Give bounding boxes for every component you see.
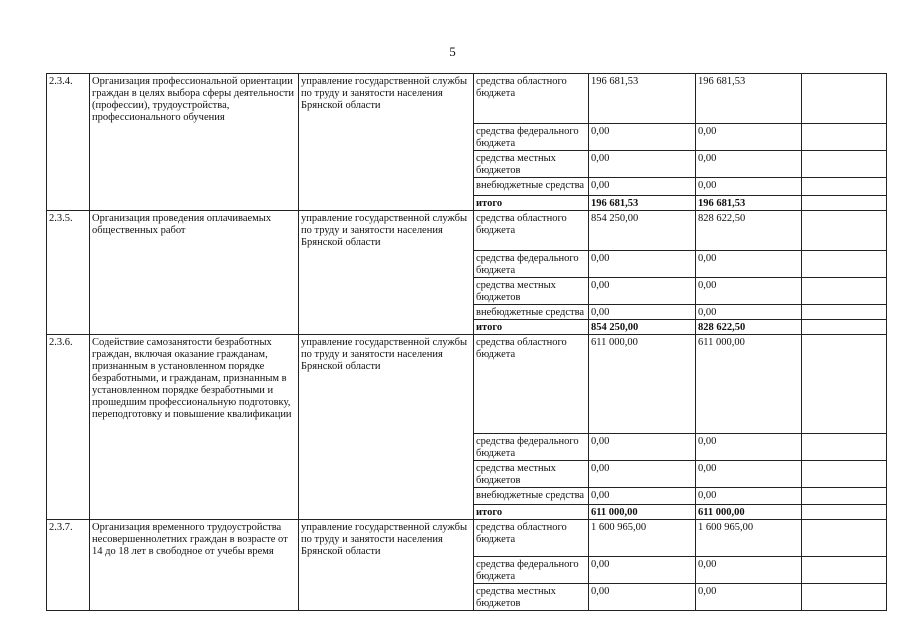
amount-text: 0,00: [698, 586, 717, 597]
funding-source: итого: [474, 505, 589, 520]
empty-cell: [802, 196, 887, 211]
executor-name: управление государственной службы по труду и занятости населения Брянской области: [299, 74, 474, 211]
funding-value-2: [696, 584, 802, 611]
funding-value-2: [696, 335, 802, 434]
amount-text: 0,00: [698, 463, 717, 474]
amount-text: 828 622,50: [698, 213, 746, 224]
funding-source: средства местных бюджетов: [474, 151, 589, 178]
funding-value-2: [696, 211, 802, 251]
measure-name: Организация профессиональной ориентации граждан в целях выбора сферы деятельности (профессии), трудоустройства, профессионального обучения: [90, 74, 299, 211]
amount-text: 611 000,00: [698, 507, 745, 518]
amount-text: 0,00: [591, 280, 610, 291]
amount-text: 0,00: [698, 490, 717, 501]
amount-text: 1 600 965,00: [591, 522, 647, 533]
empty-cell: [802, 124, 887, 151]
measure-name: Содействие самозанятости безработных граждан, включая оказание гражданам, признанным в установленном порядке безработными, и гражданам, признанным в установленном порядке безработными и прошедшим профессиональную подготовку, переподготовку и повышение квалификации: [90, 335, 299, 520]
funding-source: средства областного бюджета: [474, 335, 589, 434]
funding-source: средства федерального бюджета: [474, 434, 589, 461]
empty-cell: [802, 520, 887, 557]
empty-cell: [802, 251, 887, 278]
funding-value-1: [589, 178, 696, 196]
funding-value-1: [589, 151, 696, 178]
amount-text: 611 000,00: [698, 337, 745, 348]
amount-text: 0,00: [591, 559, 610, 570]
funding-value-1: [589, 278, 696, 305]
amount-text: 0,00: [698, 436, 717, 447]
funding-source: средства федерального бюджета: [474, 557, 589, 584]
funding-value-1: [589, 434, 696, 461]
funding-value-1: [589, 520, 696, 557]
funding-source: средства областного бюджета: [474, 74, 589, 124]
funding-source: средства федерального бюджета: [474, 251, 589, 278]
measure-name: Организация проведения оплачиваемых общественных работ: [90, 211, 299, 335]
empty-cell: [802, 584, 887, 611]
amount-text: 854 250,00: [591, 322, 639, 333]
funding-source: средства областного бюджета: [474, 520, 589, 557]
funding-value-1: [589, 74, 696, 124]
funding-value-2: [696, 557, 802, 584]
funding-value-2: [696, 520, 802, 557]
funding-value-2: [696, 461, 802, 488]
amount-text: 611 000,00: [591, 337, 638, 348]
empty-cell: [802, 178, 887, 196]
empty-cell: [802, 557, 887, 584]
amount-text: 0,00: [591, 126, 610, 137]
funding-value-2: [696, 251, 802, 278]
funding-source: внебюджетные средства: [474, 178, 589, 196]
funding-value-2: [696, 74, 802, 124]
measure-number: 2.3.7.: [47, 520, 90, 611]
funding-value-2: [696, 196, 802, 211]
amount-text: 196 681,53: [698, 198, 746, 209]
amount-text: 0,00: [591, 180, 610, 191]
amount-text: 1 600 965,00: [698, 522, 754, 533]
amount-text: 0,00: [591, 436, 610, 447]
table-row: [47, 520, 887, 557]
amount-text: 0,00: [698, 559, 717, 570]
funding-source: средства местных бюджетов: [474, 584, 589, 611]
amount-text: 0,00: [591, 463, 610, 474]
measure-number: 2.3.5.: [47, 211, 90, 335]
amount-text: 196 681,53: [591, 198, 639, 209]
amount-text: 0,00: [591, 307, 610, 318]
funding-value-2: [696, 178, 802, 196]
measure-number: 2.3.4.: [47, 74, 90, 211]
funding-value-1: [589, 557, 696, 584]
funding-value-1: [589, 488, 696, 505]
measure-name: Организация временного трудоустройства несовершеннолетних граждан в возрасте от 14 до 18 лет в свободное от учебы время: [90, 520, 299, 611]
funding-source: средства областного бюджета: [474, 211, 589, 251]
funding-source: средства местных бюджетов: [474, 278, 589, 305]
funding-value-1: [589, 196, 696, 211]
funding-value-2: [696, 124, 802, 151]
table-body: [47, 74, 887, 611]
empty-cell: [802, 434, 887, 461]
empty-cell: [802, 335, 887, 434]
amount-text: 611 000,00: [591, 507, 638, 518]
funding-source: средства местных бюджетов: [474, 461, 589, 488]
executor-name: управление государственной службы по труду и занятости населения Брянской области: [299, 335, 474, 520]
empty-cell: [802, 320, 887, 335]
funding-value-1: [589, 305, 696, 320]
amount-text: 828 622,50: [698, 322, 746, 333]
funding-value-1: [589, 211, 696, 251]
empty-cell: [802, 305, 887, 320]
table-row: [47, 74, 887, 124]
amount-text: 196 681,53: [591, 76, 639, 87]
table-row: [47, 211, 887, 251]
amount-text: 0,00: [591, 586, 610, 597]
amount-text: 0,00: [591, 153, 610, 164]
amount-text: 0,00: [698, 180, 717, 191]
funding-value-1: [589, 335, 696, 434]
table-row: [47, 335, 887, 434]
empty-cell: [802, 211, 887, 251]
executor-name: управление государственной службы по труду и занятости населения Брянской области: [299, 211, 474, 335]
funding-value-1: [589, 124, 696, 151]
funding-value-1: [589, 505, 696, 520]
funding-source: итого: [474, 320, 589, 335]
amount-text: 0,00: [591, 253, 610, 264]
funding-value-1: [589, 320, 696, 335]
amount-text: 854 250,00: [591, 213, 639, 224]
empty-cell: [802, 151, 887, 178]
executor-name: управление государственной службы по труду и занятости населения Брянской области: [299, 520, 474, 611]
funding-source: внебюджетные средства: [474, 488, 589, 505]
funding-value-2: [696, 278, 802, 305]
funding-source: средства федерального бюджета: [474, 124, 589, 151]
page-number: 5: [449, 44, 456, 59]
measure-number: 2.3.6.: [47, 335, 90, 520]
funding-value-2: [696, 320, 802, 335]
funding-source: внебюджетные средства: [474, 305, 589, 320]
funding-value-2: [696, 151, 802, 178]
amount-text: 0,00: [698, 126, 717, 137]
funding-value-1: [589, 584, 696, 611]
funding-value-2: [696, 488, 802, 505]
funding-source: итого: [474, 196, 589, 211]
funding-value-1: [589, 461, 696, 488]
funding-value-2: [696, 305, 802, 320]
amount-text: 0,00: [698, 253, 717, 264]
empty-cell: [802, 74, 887, 124]
amount-text: 0,00: [698, 280, 717, 291]
funding-value-2: [696, 434, 802, 461]
amount-text: 0,00: [698, 307, 717, 318]
amount-text: 196 681,53: [698, 76, 746, 87]
empty-cell: [802, 461, 887, 488]
funding-value-1: [589, 251, 696, 278]
program-measures-table: [46, 73, 887, 611]
amount-text: 0,00: [591, 490, 610, 501]
amount-text: 0,00: [698, 153, 717, 164]
empty-cell: [802, 505, 887, 520]
empty-cell: [802, 278, 887, 305]
empty-cell: [802, 488, 887, 505]
funding-value-2: [696, 505, 802, 520]
